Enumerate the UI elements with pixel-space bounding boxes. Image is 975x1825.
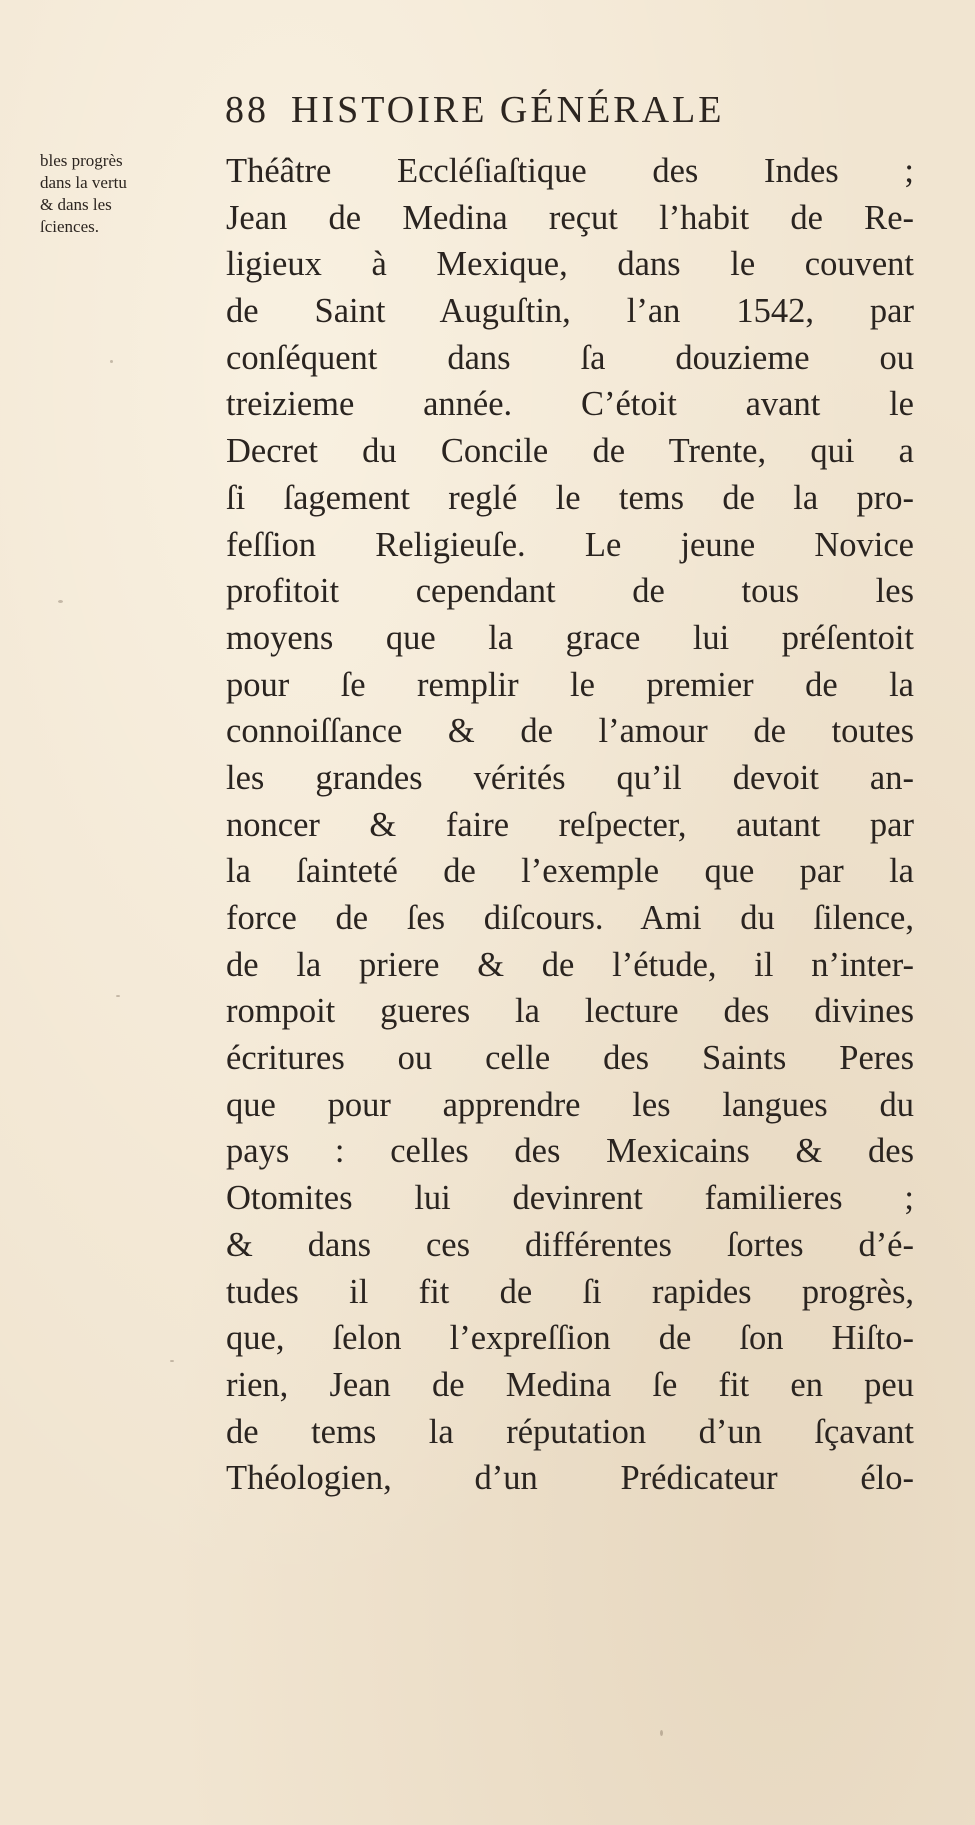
text-line: Théologien, d’un Prédicateur élo-: [226, 1459, 914, 1498]
text-line: tudes il fit de ſi rapides progrès,: [226, 1272, 914, 1311]
text-line: écritures ou celle des Saints Peres: [226, 1039, 914, 1078]
paper-speck: [116, 995, 120, 997]
running-head: [225, 80, 865, 140]
text-line: moyens que la grace lui préſentoit: [226, 618, 914, 657]
paper-speck: [660, 1730, 663, 1736]
text-line: pays : celles des Mexicains & des: [226, 1132, 914, 1171]
text-line: que pour apprendre les langues du: [226, 1085, 914, 1124]
text-line: rompoit gueres la lecture des divines: [226, 992, 914, 1031]
page-number: 88: [225, 89, 269, 131]
running-title: HISTOIRE GÉNÉRALE: [291, 89, 725, 131]
text-line: Decret du Concile de Trente, qui a: [226, 432, 914, 471]
text-line: profitoit cependant de tous les: [226, 572, 914, 611]
paper-speck: [170, 1360, 174, 1362]
margin-note-line: dans la vertu: [40, 173, 127, 192]
text-line: pour ſe remplir le premier de la: [226, 665, 914, 704]
text-line: feſſion Religieuſe. Le jeune Novice: [226, 525, 914, 564]
margin-note: [40, 150, 220, 238]
margin-note-line: bles progrès: [40, 151, 123, 170]
text-line: treizieme année. C’étoit avant le: [226, 385, 914, 424]
text-line: rien, Jean de Medina ſe fit en peu: [226, 1365, 914, 1404]
text-line: Théâtre Eccléſiaſtique des Indes ;: [226, 152, 914, 190]
text-line: que, ſelon l’expreſſion de ſon Hiſto-: [226, 1319, 914, 1358]
paper-speck: [110, 360, 113, 363]
text-line: ligieux à Mexique, dans le couvent: [226, 245, 914, 284]
text-line: noncer & faire reſpecter, autant par: [226, 805, 914, 844]
text-line: & dans ces différentes ſortes d’é-: [226, 1225, 914, 1264]
text-line: Otomites lui devinrent familieres ;: [226, 1179, 914, 1218]
text-line: connoiſſance & de l’amour de toutes: [226, 712, 914, 751]
text-line: les grandes vérités qu’il devoit an-: [226, 758, 914, 797]
body-text: [226, 148, 914, 1502]
text-line: Jean de Medina reçut l’habit de Re-: [226, 198, 914, 237]
margin-note-line: & dans les: [40, 195, 112, 214]
margin-note-line: ſciences.: [40, 217, 99, 236]
text-line: force de ſes diſcours. Ami du ſilence,: [226, 899, 914, 937]
text-line: de tems la réputation d’un ſçavant: [226, 1412, 914, 1451]
paper-speck: [58, 600, 63, 603]
text-line: la ſainteté de l’exemple que par la: [226, 852, 914, 891]
text-line: ſi ſagement reglé le tems de la pro-: [226, 478, 914, 517]
text-line: de Saint Auguſtin, l’an 1542, par: [226, 292, 914, 331]
text-line: conſéquent dans ſa douzieme ou: [226, 338, 914, 377]
text-line: de la priere & de l’étude, il n’inter-: [226, 945, 914, 984]
